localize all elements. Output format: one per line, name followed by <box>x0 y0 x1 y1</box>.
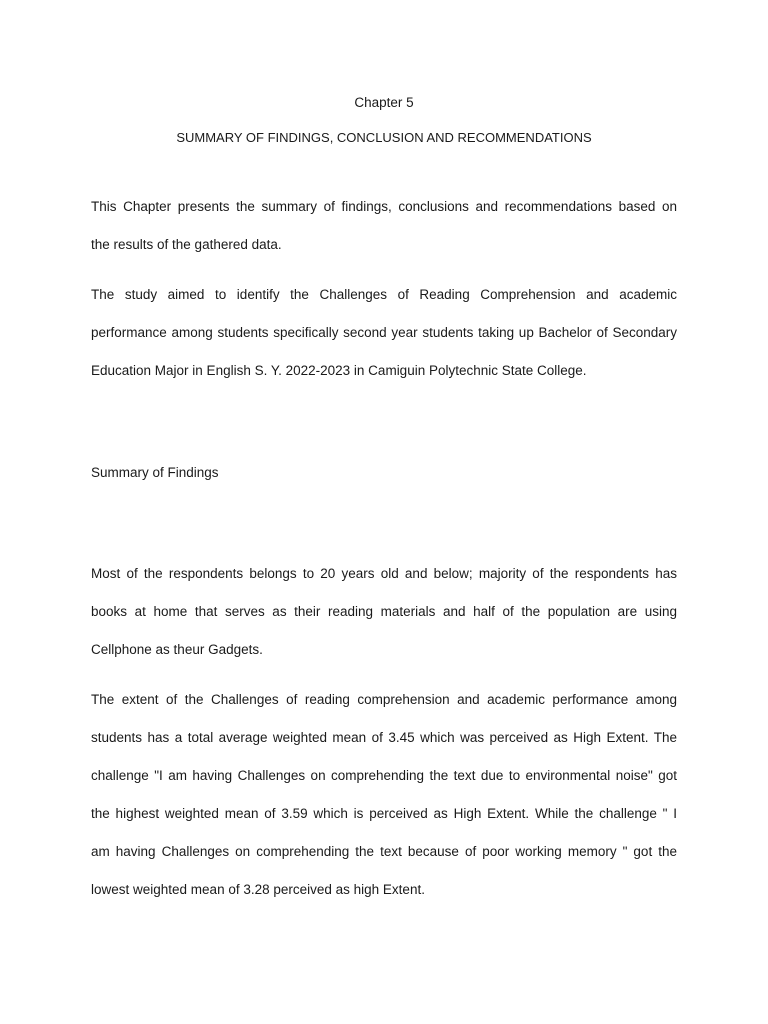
paragraph-line: Cellphone as theur Gadgets. <box>91 642 263 657</box>
paragraph-line: The extent of the Challenges of reading comprehension and academic performance among <box>91 692 677 707</box>
finding-paragraph-challenges <box>91 681 677 909</box>
chapter-number: Chapter 5 <box>354 95 414 110</box>
chapter-title: SUMMARY OF FINDINGS, CONCLUSION AND RECOMMENDATIONS <box>176 130 592 145</box>
paragraph-line: challenge "I am having Challenges on comprehending the text due to environmental noise" got <box>91 768 677 783</box>
paragraph-line: The study aimed to identify the Challenges of Reading Comprehension and academic <box>91 287 677 302</box>
paragraph-line: am having Challenges on comprehending the text because of poor working memory " got the <box>91 844 677 859</box>
paragraph-line: performance among students specifically second year students taking up Bachelor of Secondary <box>91 325 677 340</box>
finding-paragraph-respondents <box>91 555 677 669</box>
paragraph-line: Most of the respondents belongs to 20 years old and below; majority of the respondents has <box>91 566 677 581</box>
paragraph-line: the highest weighted mean of 3.59 which is perceived as High Extent. While the challenge " I <box>91 806 677 821</box>
study-aim-paragraph <box>91 276 677 390</box>
intro-paragraph <box>91 188 677 264</box>
paragraph-line: the results of the gathered data. <box>91 237 282 252</box>
paragraph-line: books at home that serves as their reading materials and half of the population are using <box>91 604 677 619</box>
paragraph-line: This Chapter presents the summary of findings, conclusions and recommendations based on <box>91 199 677 214</box>
paragraph-line: lowest weighted mean of 3.28 perceived as high Extent. <box>91 882 425 897</box>
paragraph-line: Education Major in English S. Y. 2022-2023 in Camiguin Polytechnic State College. <box>91 363 587 378</box>
section-heading-summary-of-findings: Summary of Findings <box>91 465 219 480</box>
paragraph-line: students has a total average weighted mean of 3.45 which was perceived as High Extent. The <box>91 730 677 745</box>
